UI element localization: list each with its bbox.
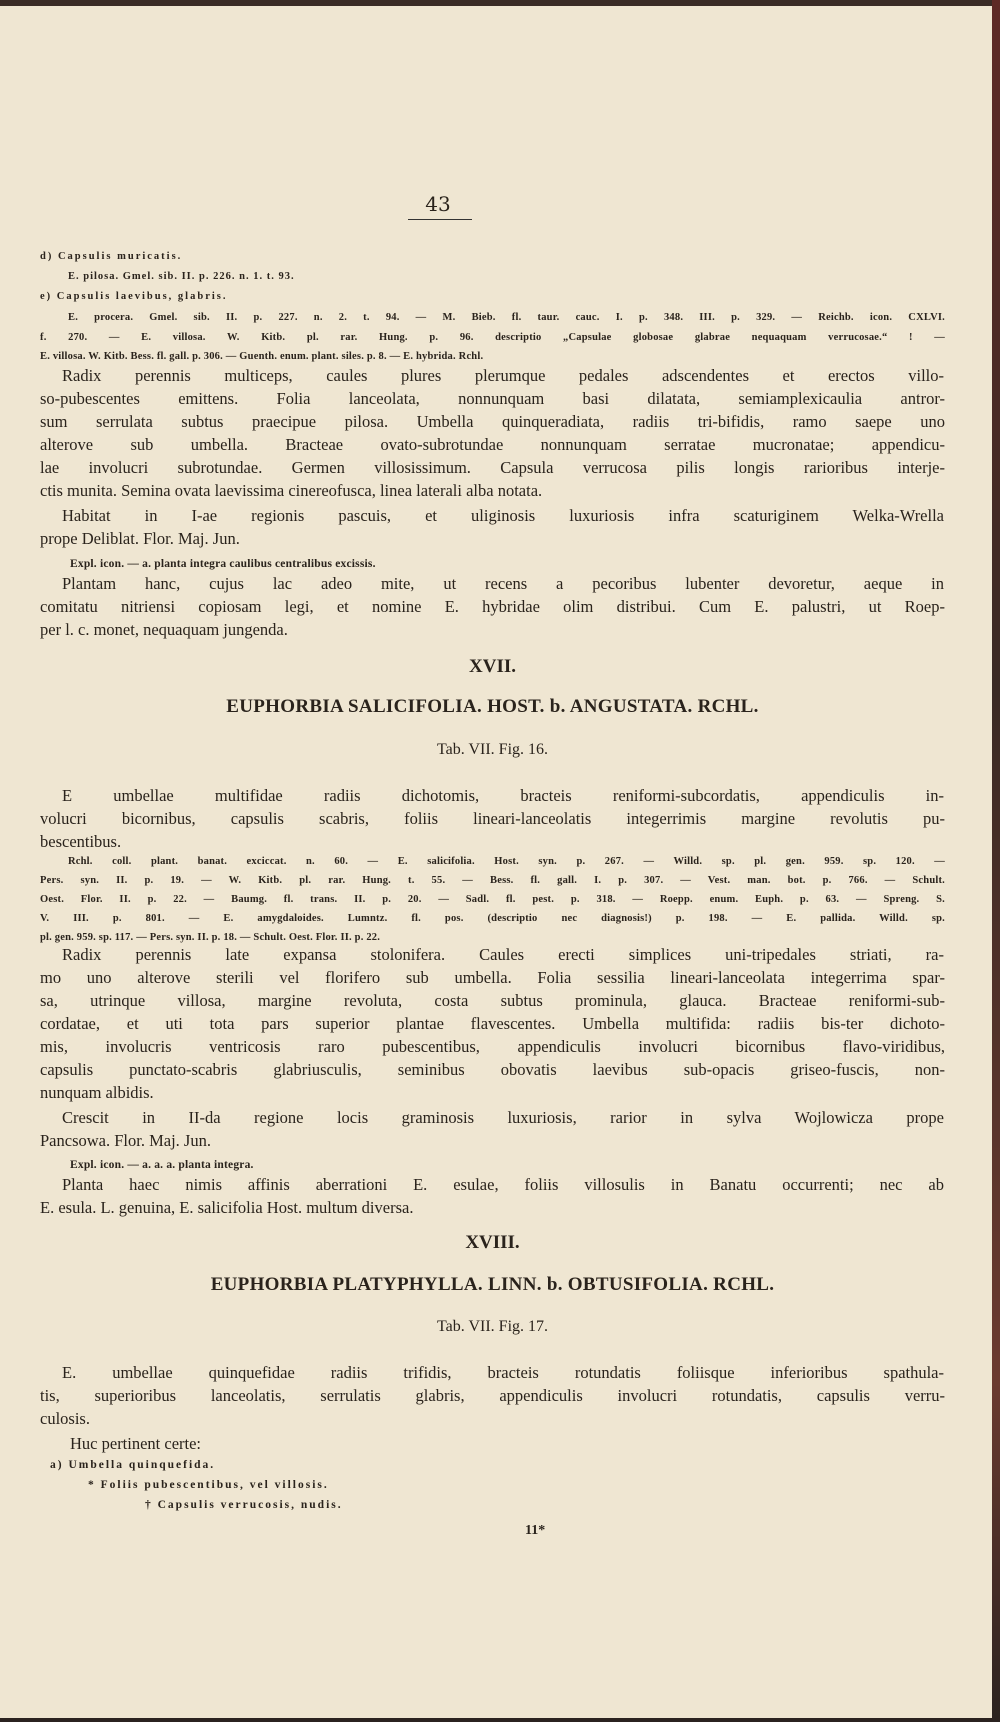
s17-desc-2: mo uno alterove sterili vel florifero sub umbella. Folia sessilia lineari-lanceolata integerrima spar- (40, 968, 945, 987)
s18-huc: Huc pertinent certe: (70, 1434, 202, 1453)
expl-icon-1: Expl. icon. — a. planta integra caulibus centralibus excissis. (70, 558, 376, 570)
page-number-rule (408, 219, 472, 220)
section-18-title: EUPHORBIA PLATYPHYLLA. LINN. b. OBTUSIFOLIA. RCHL. (210, 1274, 775, 1295)
signature-mark: 11* (525, 1523, 546, 1538)
radix-line-2: so-pubescentes emittens. Folia lanceolata, nonnunquam basi dilatata, semiamplexicaulia antror- (40, 389, 945, 408)
s17-ref-3: Oest. Flor. II. p. 22. — Baumg. fl. trans. II. p. 20. — Sadl. fl. pest. p. 318. — Roepp. enum. Euph. p. 63. — Spreng. S. (40, 894, 945, 905)
variety-e-ref-3: E. villosa. W. Kitb. Bess. fl. gall. p. 306. — Guenth. enum. plant. siles. p. 8. — E. hybrida. Rchl. (40, 351, 484, 362)
page-number: 43 (425, 192, 451, 216)
s17-desc-3: sa, utrinque villosa, margine revoluta, costa subtus prominula, glauca. Bracteae reniformi-sub- (40, 991, 945, 1010)
s17-desc-7: nunquam albidis. (40, 1083, 154, 1102)
book-page (0, 6, 995, 1718)
s17-desc-6: capsulis punctato-scabris glabriusculis, seminibus obovatis laevibus sub-opacis griseo-fuscis, non- (40, 1060, 945, 1079)
plantam-line-3: per l. c. monet, nequaquam jungenda. (40, 620, 288, 639)
plantam-line-1: Plantam hanc, cujus lac adeo mite, ut recens a pecoribus lubenter devoretur, aeque in (62, 574, 944, 593)
s17-diag-3: bescentibus. (40, 832, 122, 851)
section-18-number: XVIII. (465, 1232, 520, 1253)
variety-e-ref-2: f. 270. — E. villosa. W. Kitb. pl. rar. Hung. p. 96. descriptio „Capsulae globosae glabrae nequaquam verrucosae.“ ! — (40, 332, 945, 343)
book-edge (992, 0, 1000, 1722)
s17-planta-2: E. esula. L. genuina, E. salicifolia Host. multum diversa. (40, 1198, 414, 1217)
s18-foliis: * Foliis pubescentibus, vel villosis. (88, 1479, 329, 1491)
s18-variety-a: a) Umbella quinquefida. (50, 1459, 216, 1471)
s18-capsulis: † Capsulis verrucosis, nudis. (145, 1499, 343, 1511)
variety-e-heading: e) Capsulis laevibus, glabris. (40, 291, 228, 302)
s17-planta-1: Planta haec nimis affinis aberrationi E. esulae, foliis villosulis in Banatu occurrenti; nec ab (62, 1175, 944, 1194)
s17-ref-2: Pers. syn. II. p. 19. — W. Kitb. pl. rar. Hung. t. 55. — Bess. fl. gall. I. p. 307. — Vest. man. bot. p. 766. — Schult. (40, 875, 945, 886)
s17-crescit-1: Crescit in II-da regione locis graminosis luxuriosis, rarior in sylva Wojlowicza prope (62, 1108, 944, 1127)
variety-d-ref: E. pilosa. Gmel. sib. II. p. 226. n. 1. t. 93. (68, 271, 295, 282)
radix-line-1: Radix perennis multiceps, caules plures plerumque pedales adscendentes et erectos villo- (62, 366, 944, 385)
s17-ref-4: V. III. p. 801. — E. amygdaloides. Lumntz. fl. pos. (descriptio nec diagnosis!) p. 198. — E. pallida. Willd. sp. (40, 913, 945, 924)
section-17-title: EUPHORBIA SALICIFOLIA. HOST. b. ANGUSTATA. RCHL. (226, 696, 759, 717)
plantam-line-2: comitatu nitriensi copiosam legi, et nomine E. hybridae olim distribui. Cum E. palustri, ut Roep- (40, 597, 945, 616)
s17-ref-1: Rchl. coll. plant. banat. exciccat. n. 60. — E. salicifolia. Host. syn. p. 267. — Willd. sp. pl. gen. 959. sp. 120. — (68, 856, 945, 867)
s18-diag-2: tis, superioribus lanceolatis, serrulatis glabris, appendiculis involucri rotundatis, capsulis verru- (40, 1386, 945, 1405)
s17-ref-5: pl. gen. 959. sp. 117. — Pers. syn. II. p. 18. — Schult. Oest. Flor. II. p. 22. (40, 932, 381, 943)
variety-e-ref-1: E. procera. Gmel. sib. II. p. 227. n. 2. t. 94. — M. Bieb. fl. taur. cauc. I. p. 348. III. p. 329. — Reichb. icon. CXLVI. (68, 312, 945, 323)
section-18-table-ref: Tab. VII. Fig. 17. (436, 1318, 549, 1335)
radix-line-3: sum serrulata subtus praecipue pilosa. Umbella quinqueradiata, radiis tri-bifidis, ramo saepe uno (40, 412, 945, 431)
radix-line-4: alterove sub umbella. Bracteae ovato-subrotundae nonnunquam serratae mucronatae; appendicu- (40, 435, 945, 454)
s17-crescit-2: Pancsowa. Flor. Maj. Jun. (40, 1131, 211, 1150)
habitat-line-2: prope Deliblat. Flor. Maj. Jun. (40, 529, 240, 548)
s17-diag-2: volucri bicornibus, capsulis scabris, foliis lineari-lanceolatis integerrimis margine revolutis pu- (40, 809, 945, 828)
section-17-table-ref: Tab. VII. Fig. 16. (436, 741, 549, 758)
radix-line-5: lae involucri subrotundae. Germen villosissimum. Capsula verrucosa pilis longis rarioribus interje- (40, 458, 945, 477)
s17-desc-1: Radix perennis late expansa stolonifera. Caules erecti simplices uni-tripedales striati, ra- (62, 945, 944, 964)
s18-diag-3: culosis. (40, 1409, 90, 1428)
s17-expl-icon: Expl. icon. — a. a. a. planta integra. (70, 1159, 254, 1171)
variety-d-heading: d) Capsulis muricatis. (40, 251, 183, 262)
section-17-number: XVII. (469, 656, 516, 677)
radix-line-6: ctis munita. Semina ovata laevissima cinereofusca, linea laterali alba notata. (40, 481, 543, 500)
s17-desc-5: mis, involucris ventricosis raro pubescentibus, appendiculis involucri bicornibus flavo-viridibus, (40, 1037, 945, 1056)
s18-diag-1: E. umbellae quinquefidae radiis trifidis, bracteis rotundatis foliisque inferioribus spathula- (62, 1363, 944, 1382)
s17-diag-1: E umbellae multifidae radiis dichotomis, bracteis reniformi-subcordatis, appendiculis in- (62, 786, 944, 805)
s17-desc-4: cordatae, et uti tota pars superior plantae flavescentes. Umbella multifida: radiis bis-ter dichoto- (40, 1014, 945, 1033)
habitat-line-1: Habitat in I-ae regionis pascuis, et uliginosis luxuriosis infra scaturiginem Welka-Wrella (62, 506, 944, 525)
